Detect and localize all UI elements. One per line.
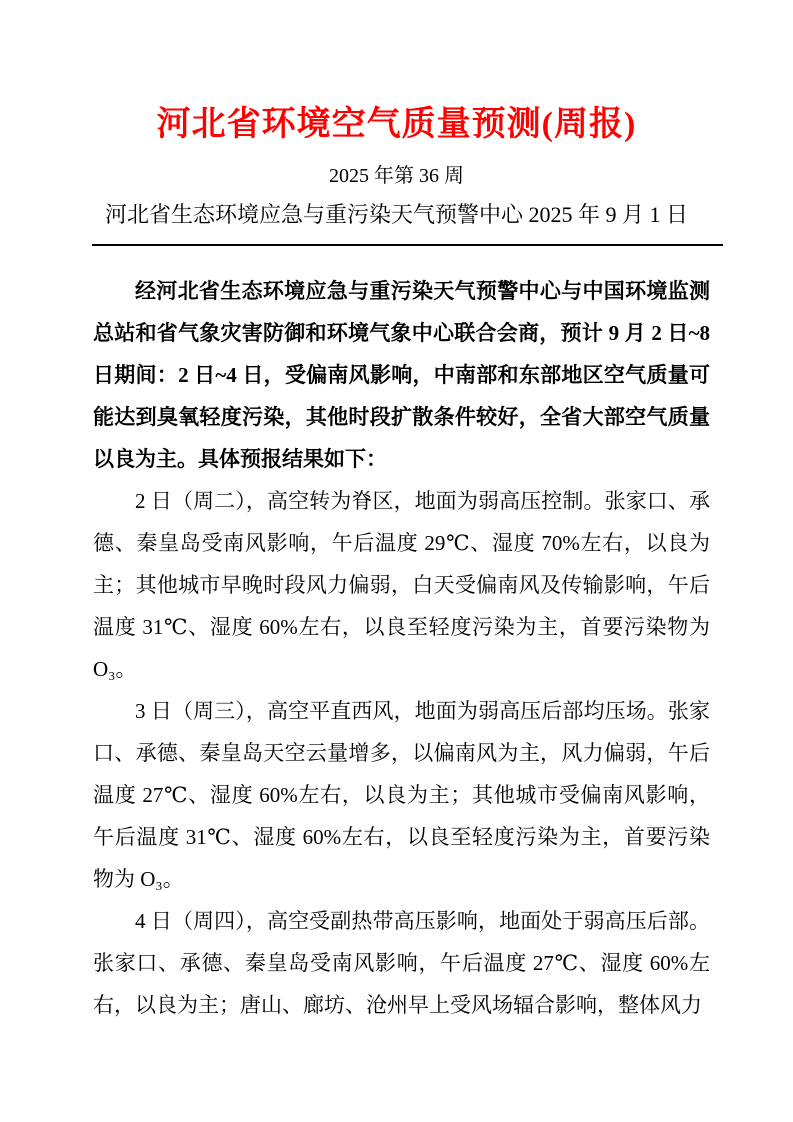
document-header xyxy=(0,0,793,246)
week-number-line: 2025 年第 36 周 xyxy=(329,165,464,187)
issuer-date-line: 河北省生态环境应急与重污染天气预警中心 2025 年 9 月 1 日 xyxy=(104,202,688,227)
document-title: 河北省环境空气质量预测(周报) xyxy=(156,106,637,143)
header-divider xyxy=(92,244,723,246)
forecast-paragraph-day3: 3 日（周三），高空平直西风，地面为弱高压后部均压场。张家口、承德、秦皇岛天空云量增多，以偏南风为主，风力偏弱，午后温度 27℃、湿度 60%左右，以良为主；其他城市受偏南风影响，午后温度 31℃、湿度 60%左右，以良至轻度污染为主，首要污染物为 O₃。 xyxy=(93,699,710,891)
document-body xyxy=(0,270,793,1026)
forecast-paragraph-day2: 2 日（周二），高空转为脊区，地面为弱高压控制。张家口、承德、秦皇岛受南风影响，午后温度 29℃、湿度 70%左右，以良为主；其他城市早晚时段风力偏弱，白天受偏南风及传输影响，午后温度 31℃、湿度 60%左右，以良至轻度污染为主，首要污染物为 O₃。 xyxy=(93,489,710,681)
forecast-paragraph-day4: 4 日（周四），高空受副热带高压影响，地面处于弱高压后部。张家口、承德、秦皇岛受南风影响，午后温度 27℃、湿度 60%左右，以良为主；唐山、廊坊、沧州早上受风场辐合影响，整体风力 xyxy=(93,909,710,1017)
intro-paragraph: 经河北省生态环境应急与重污染天气预警中心与中国环境监测总站和省气象灾害防御和环境气象中心联合会商，预计 9 月 2 日~8 日期间：2 日~4 日，受偏南风影响，中南部和东部地区空气质量可能达到臭氧轻度污染，其他时段扩散条件较好，全省大部空气质量以良为主。具体预报结果如下： xyxy=(93,279,710,471)
